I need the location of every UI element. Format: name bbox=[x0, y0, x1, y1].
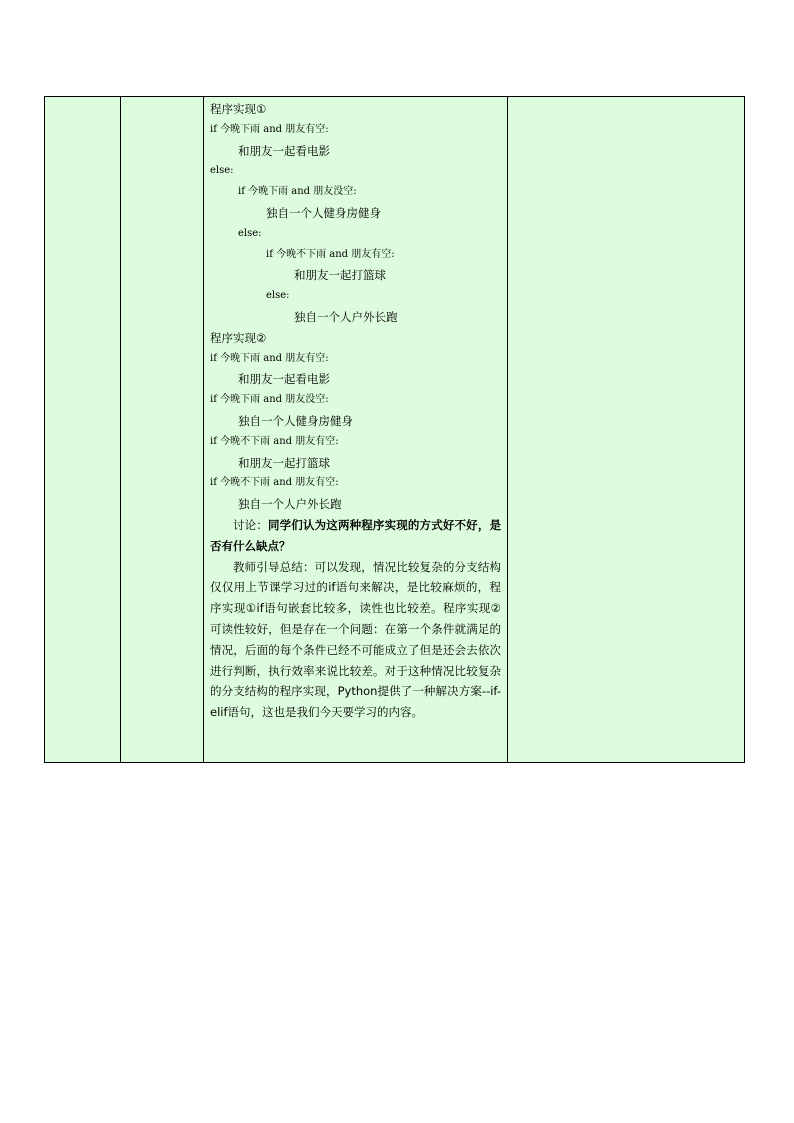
text-line: 和朋友一起打篮球 bbox=[238, 455, 330, 470]
code-line: if 今晚不下雨 and 朋友有空: bbox=[266, 248, 395, 260]
cell-empty-2 bbox=[121, 97, 204, 763]
code-line: else: bbox=[210, 165, 234, 177]
lesson-content bbox=[204, 97, 507, 723]
code-line: if 今晚不下雨 and 朋友有空: bbox=[210, 477, 339, 489]
text-line: 和朋友一起打篮球 bbox=[294, 268, 386, 283]
code-line: if 今晚下雨 and 朋友有空: bbox=[210, 123, 329, 135]
text-line: 程序实现② bbox=[210, 330, 267, 345]
code-lines bbox=[210, 99, 501, 515]
code-line: if 今晚下雨 and 朋友有空: bbox=[210, 352, 329, 364]
cell-empty-1 bbox=[45, 97, 121, 763]
text-line: 独自一个人健身房健身 bbox=[266, 205, 381, 220]
summary-paragraph: 教师引导总结：可以发现，情况比较复杂的分支结构仅仅用上节课学习过的if语句来解决，是比较麻烦的，程序实现①if语句嵌套比较多，读性也比较差。程序实现②可读性较好，但是存在一个问题：在第一个条件就满足的情况，后面的每个条件已经不可能成立了但是还会去依次进行判断，执行效率来说比较差。对于这种情况比较复杂的分支结构的程序实现，Python提供了一种解决方案--if-elif语句，这也是我们今天要学习的内容。 bbox=[210, 559, 501, 720]
table-row bbox=[45, 97, 745, 763]
code-line: if 今晚不下雨 and 朋友有空: bbox=[210, 435, 339, 447]
code-line: else: bbox=[266, 290, 290, 302]
discussion-text: 同学们认为这两种程序实现的方式好不好，是否有什么缺点？ bbox=[210, 517, 502, 553]
text-line: 和朋友一起看电影 bbox=[238, 143, 330, 158]
code-line: else: bbox=[238, 227, 262, 239]
discussion-label: 讨论： bbox=[233, 517, 268, 532]
code-line: if 今晚下雨 and 朋友没空: bbox=[238, 186, 357, 198]
discussion-paragraph bbox=[210, 515, 501, 557]
cell-empty-4 bbox=[508, 97, 745, 763]
text-line: 和朋友一起看电影 bbox=[238, 372, 330, 387]
text-line: 独自一个人户外长跑 bbox=[294, 309, 398, 324]
lesson-table bbox=[44, 96, 745, 763]
cell-content bbox=[204, 97, 508, 763]
text-line: 独自一个人健身房健身 bbox=[238, 413, 353, 428]
text-line: 独自一个人户外长跑 bbox=[238, 497, 342, 512]
code-line: if 今晚下雨 and 朋友没空: bbox=[210, 394, 329, 406]
text-line: 程序实现① bbox=[210, 102, 267, 116]
